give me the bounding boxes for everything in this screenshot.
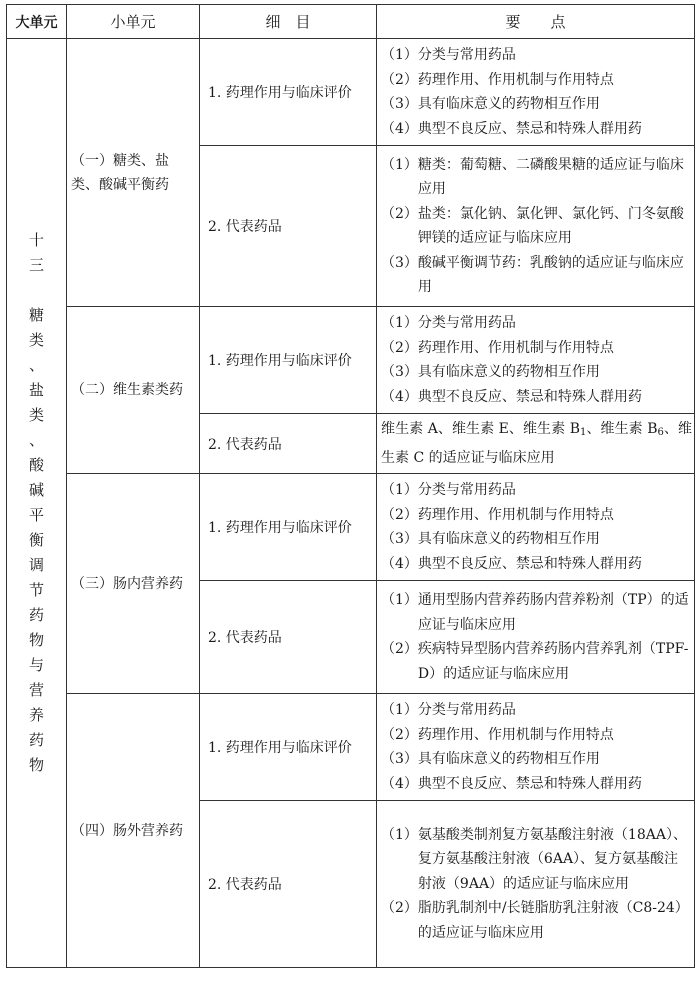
point-number: （1） [381,47,418,63]
point-item [381,92,692,117]
header-row [7,5,695,39]
point-item [381,588,692,637]
big-unit-vertical-text [29,228,45,778]
points-cell [377,694,695,801]
point-number: （1） [381,592,418,608]
big-unit-title: 糖 [28,306,44,324]
unit-name: （一）糖类、盐类、酸碱平衡药 [67,39,200,307]
point-text: 酸碱平衡调节药：乳酸钠的适应证与临床应用 [417,254,684,295]
point-item [381,311,692,336]
point-text: 典型不良反应、禁忌和特殊人群用药 [417,120,642,137]
point-item [381,698,692,723]
point-item [381,43,692,68]
point-number: （4） [381,388,418,405]
big-unit-title: 物 [28,631,44,649]
point-number: （1） [381,702,418,718]
big-unit-title: 节 [28,581,44,599]
point-number: （4） [381,120,418,137]
point-text: 分类与常用药品 [417,47,516,63]
big-unit-title: 衡 [28,531,44,549]
point-item [381,896,692,945]
vitamin-text: 、维生素 C 的适应证与临床应用 [381,421,693,466]
point-number: （1） [381,315,418,331]
point-item [381,503,692,528]
vitamin-text: 、维生素 B [586,421,658,437]
point-text: 糖类：葡萄糖、二磷酸果糖的适应证与临床应用 [417,156,684,197]
point-item [381,478,692,503]
point-text: 典型不良反应、禁忌和特殊人群用药 [417,388,642,405]
big-unit-title: 调 [28,556,44,574]
point-item [381,747,692,772]
vitamin-points-cell [377,414,695,474]
unit-name: （三）肠内营养药 [67,474,200,694]
point-item [381,117,692,142]
point-item [381,153,692,202]
point-text: 盐类：氯化钠、氯化钾、氯化钙、门冬氨酸钾镁的适应证与临床应用 [417,205,684,246]
point-number: （2） [381,900,418,917]
point-text: 药理作用、作用机制与作用特点 [417,506,614,523]
detail-label: 1. 药理作用与临床评价 [200,694,377,801]
detail-label: 2. 代表药品 [200,146,377,307]
point-text: 分类与常用药品 [417,315,516,331]
vitamin-sub: 1 [580,427,587,438]
point-text: 氨基酸类制剂复方氨基酸注射液（18AA）、复方氨基酸注射液（6AA）、复方氨基酸注射液（9AA）的适应证与临床应用 [417,826,687,892]
table-row [7,39,695,146]
detail-label: 2. 代表药品 [200,801,377,968]
point-text: 分类与常用药品 [417,482,516,498]
vertical-spacer [29,278,45,303]
point-number: （3） [381,96,418,112]
detail-label: 1. 药理作用与临床评价 [200,307,377,414]
header-points: 要 点 [377,5,695,39]
table-row [7,694,695,801]
point-number: （3） [381,364,418,380]
detail-label: 2. 代表药品 [200,414,377,474]
point-number: （4） [381,555,418,572]
big-unit-title: 盐 [28,381,44,399]
point-text: 具有临床意义的药物相互作用 [417,96,600,112]
points-cell [377,307,695,414]
detail-label: 1. 药理作用与临床评价 [200,474,377,581]
point-number: （3） [381,751,418,767]
point-number: （3） [381,254,418,271]
big-unit-title: 类 [28,331,44,349]
detail-label: 2. 代表药品 [200,581,377,694]
point-item [381,527,692,552]
point-text: 具有临床意义的药物相互作用 [417,364,600,380]
points-cell [377,39,695,146]
point-text: 典型不良反应、禁忌和特殊人群用药 [417,555,642,572]
point-item [381,68,692,93]
point-text: 药理作用、作用机制与作用特点 [417,726,614,743]
vitamin-sub: 6 [657,427,664,438]
points-cell [377,801,695,968]
big-unit-title: 、 [28,356,44,374]
point-item [381,823,692,897]
point-text: 药理作用、作用机制与作用特点 [417,339,614,356]
big-unit-title: 酸 [28,456,44,474]
big-unit-title: 物 [28,756,44,774]
table-row [7,307,695,414]
big-unit-title: 平 [28,506,44,524]
point-text: 脂肪乳制剂中/长链脂肪乳注射液（C8-24）的适应证与临床应用 [417,900,689,941]
point-item [381,336,692,361]
big-unit-title: 与 [28,656,44,674]
points-cell [377,581,695,694]
syllabus-table [6,4,695,968]
point-number: （2） [381,726,418,743]
big-unit-title: 类 [28,406,44,424]
big-unit-number: 十 [28,231,44,249]
points-cell [377,146,695,307]
vitamin-text: 维生素 A、维生素 E、维生素 B [381,421,580,437]
point-item [381,360,692,385]
point-text: 药理作用、作用机制与作用特点 [417,71,614,88]
big-unit-title: 药 [28,731,44,749]
point-item [381,251,692,300]
big-unit-number: 三 [28,256,44,274]
point-number: （2） [381,506,418,523]
header-detail: 细 目 [200,5,377,39]
point-item [381,637,692,686]
point-number: （4） [381,775,418,792]
header-big-unit: 大单元 [7,5,67,39]
unit-name: （四）肠外营养药 [67,694,200,968]
point-text: 通用型肠内营养药肠内营养粉剂（TP）的适应证与临床应用 [417,592,689,633]
point-item [381,723,692,748]
big-unit-title: 养 [28,706,44,724]
point-item [381,772,692,797]
point-number: （2） [381,641,418,657]
point-number: （2） [381,339,418,356]
point-number: （1） [381,482,418,498]
point-text: 分类与常用药品 [417,702,516,718]
point-number: （2） [381,71,418,88]
point-number: （1） [381,826,418,843]
point-number: （3） [381,531,418,547]
point-number: （2） [381,205,418,222]
big-unit-title: 营 [28,681,44,699]
point-text: 疾病特异型肠内营养药肠内营养乳剂（TPF-D）的适应证与临床应用 [417,641,689,682]
big-unit-title: 碱 [28,481,44,499]
unit-name: （二）维生素类药 [67,307,200,474]
header-small-unit: 小单元 [67,5,200,39]
point-item [381,385,692,410]
big-unit-title: 药 [28,606,44,624]
big-unit-title: 、 [28,431,44,449]
detail-label: 1. 药理作用与临床评价 [200,39,377,146]
point-text: 具有临床意义的药物相互作用 [417,531,600,547]
point-number: （1） [381,156,418,173]
point-item [381,202,692,251]
point-text: 典型不良反应、禁忌和特殊人群用药 [417,775,642,792]
big-unit-cell [7,39,67,968]
point-item [381,552,692,577]
table-row [7,474,695,581]
points-cell [377,474,695,581]
point-text: 具有临床意义的药物相互作用 [417,751,600,767]
